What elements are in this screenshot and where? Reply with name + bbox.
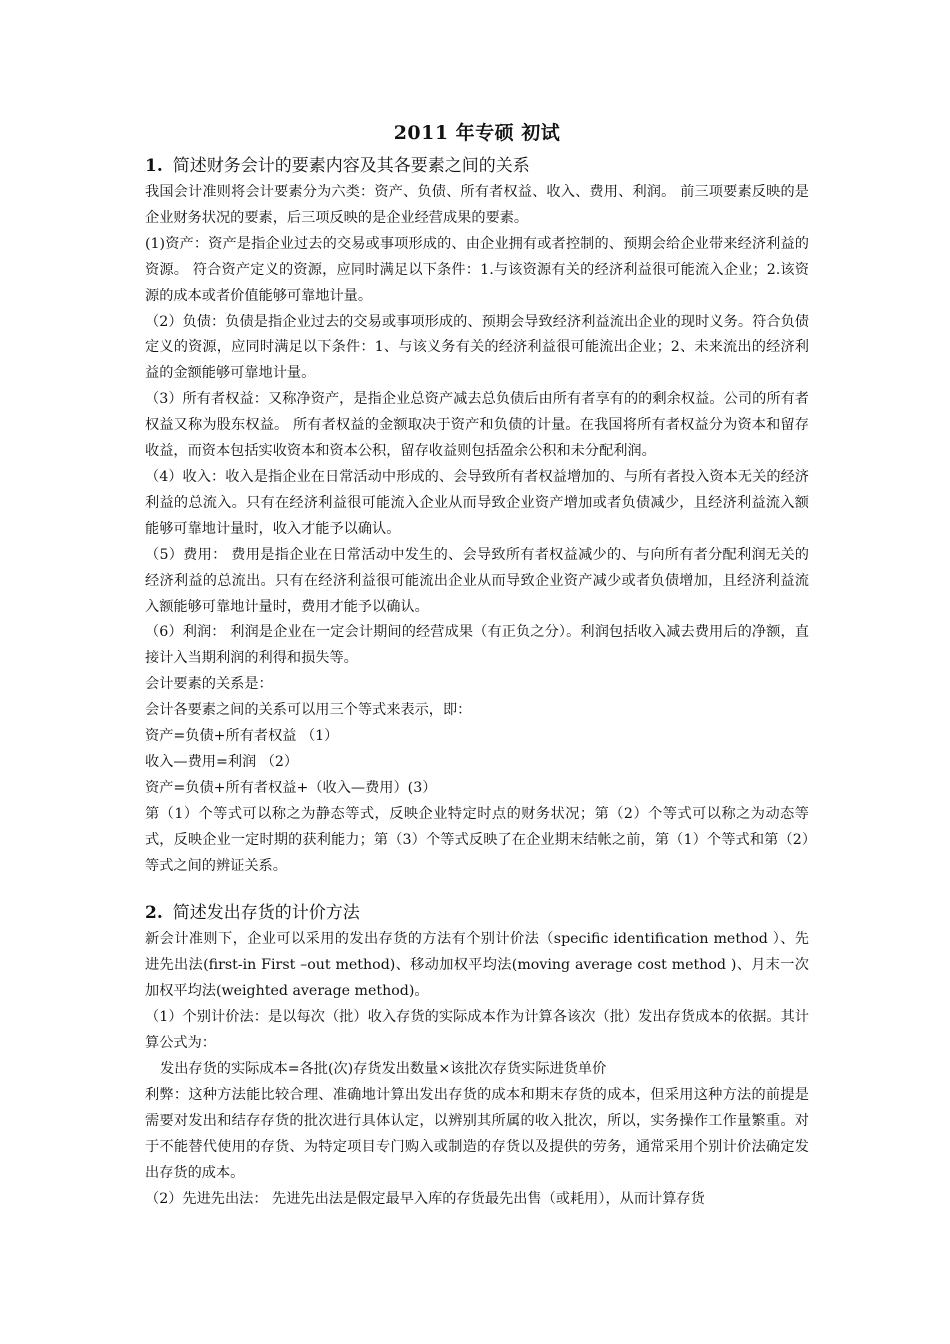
paragraph: （6）利润： 利润是企业在一定会计期间的经营成果（有正负之分）。利润包括收入减去费用后的净额，直接计入当期利润的利得和损失等。 — [145, 624, 809, 667]
section-number: 1. — [145, 156, 163, 176]
paragraph: 利弊：这种方法能比较合理、准确地计算出发出存货的成本和期末存货的成本，但采用这种方法的前提是需要对发出和结存存货的批次进行具体认定，以辨别其所属的收入批次，所以，实务操作工作量繁重。对于不能替代使用的存货、为特定项目专门购入或制造的存货以及提供的劳务，通常采用个别计价法确定发出存货的成本。 — [145, 1086, 809, 1181]
equation-line: 收入—费用=利润 （2） — [145, 753, 299, 770]
paragraph: （5）费用： 费用是指企业在日常活动中发生的、会导致所有者权益减少的、与向所有者分配利润无关的经济利益的总流出。只有在经济利益很可能流出企业从而导致企业资产减少或者负债增加，且经济利益流入额能够可靠地计量时，费用才能予以确认。 — [145, 546, 809, 615]
paragraph: 会计要素的关系是： — [145, 676, 273, 693]
paragraph: （3）所有者权益：又称净资产，是指企业总资产减去总负债后由所有者享有的的剩余权益。公司的所有者权益又称为股东权益。 所有者权益的金额取决于资产和负债的计量。在我国将所有者权益分为资本和留存收益，而资本包括实收资本和资本公积，留存收益则包括盈余公积和未分配利润。 — [145, 391, 809, 460]
document-title: 2011 年专硕 初试 — [393, 122, 561, 144]
equation-line: 资产=负债+所有者权益 （1） — [145, 728, 339, 745]
paragraph: （4）收入：收入是指企业在日常活动中形成的、会导致所有者权益增加的、与所有者投入资本无关的经济利益的总流入。只有在经济利益很可能流入企业从而导致企业资产增加或者负债减少，且经济利益流入额能够可靠地计量时，收入才能予以确认。 — [145, 468, 809, 537]
paragraph: （2）负债：负债是指企业过去的交易或事项形成的、预期会导致经济利益流出企业的现时义务。符合负债定义的资源，应同时满足以下条件：1、与该义务有关的经济利益很可能流出企业；2、未来流出的经济利益的金额能够可靠地计量。 — [145, 313, 809, 382]
section-heading — [145, 152, 809, 180]
section-spacer — [145, 879, 809, 899]
paragraph: (1)资产：资产是指企业过去的交易或事项形成的、由企业拥有或者控制的、预期会给企业带来经济利益的资源。 符合资产定义的资源，应同时满足以下条件：1.与该资源有关的经济利益很可能流入企业；2.该资源的成本或者价值能够可靠地计量。 — [145, 235, 809, 304]
equation-line: 资产=负债+所有者权益+（收入—费用）(3） — [145, 779, 437, 796]
document-page — [145, 118, 809, 1212]
section-1 — [145, 152, 809, 879]
paragraph: 第（1）个等式可以称之为静态等式，反映企业特定时点的财务状况；第（2）个等式可以称之为动态等式，反映企业一定时期的获利能力；第（3）个等式反映了在企业期末结帐之前，第（1）个等式和第（2）等式之间的辨证关系。 — [145, 805, 809, 874]
section-title: 简述财务会计的要素内容及其各要素之间的关系 — [172, 156, 530, 176]
section-title: 简述发出存货的计价方法 — [172, 903, 360, 924]
paragraph: （2）先进先出法： 先进先出法是假定最早入库的存货最先出售（或耗用），从而计算存货 — [145, 1190, 705, 1207]
section-2 — [145, 899, 809, 1212]
section-number: 2. — [145, 903, 163, 924]
paragraph: （1）个别计价法：是以每次（批）收入存货的实际成本作为计算各该次（批）发出存货成本的依据。其计算公式为： — [145, 1009, 809, 1052]
paragraph: 会计各要素之间的关系可以用三个等式来表示，即： — [145, 702, 472, 719]
formula-line: 发出存货的实际成本=各批(次)存货发出数量×该批次存货实际进货单价 — [160, 1061, 607, 1077]
section-heading — [145, 899, 809, 927]
paragraph: 新会计准则下，企业可以采用的发出存货的方法有个别计价法（specific identification method ）、先进先出法(first-in First –out method)、移动加权平均法(moving average cost method )、月末一次加权平均法(weighted average method)。 — [145, 931, 809, 1000]
paragraph: 我国会计准则将会计要素分为六类：资产、负债、所有者权益、收入、费用、利润。 前三项要素反映的是企业财务状况的要素，后三项反映的是企业经营成果的要素。 — [145, 184, 809, 226]
